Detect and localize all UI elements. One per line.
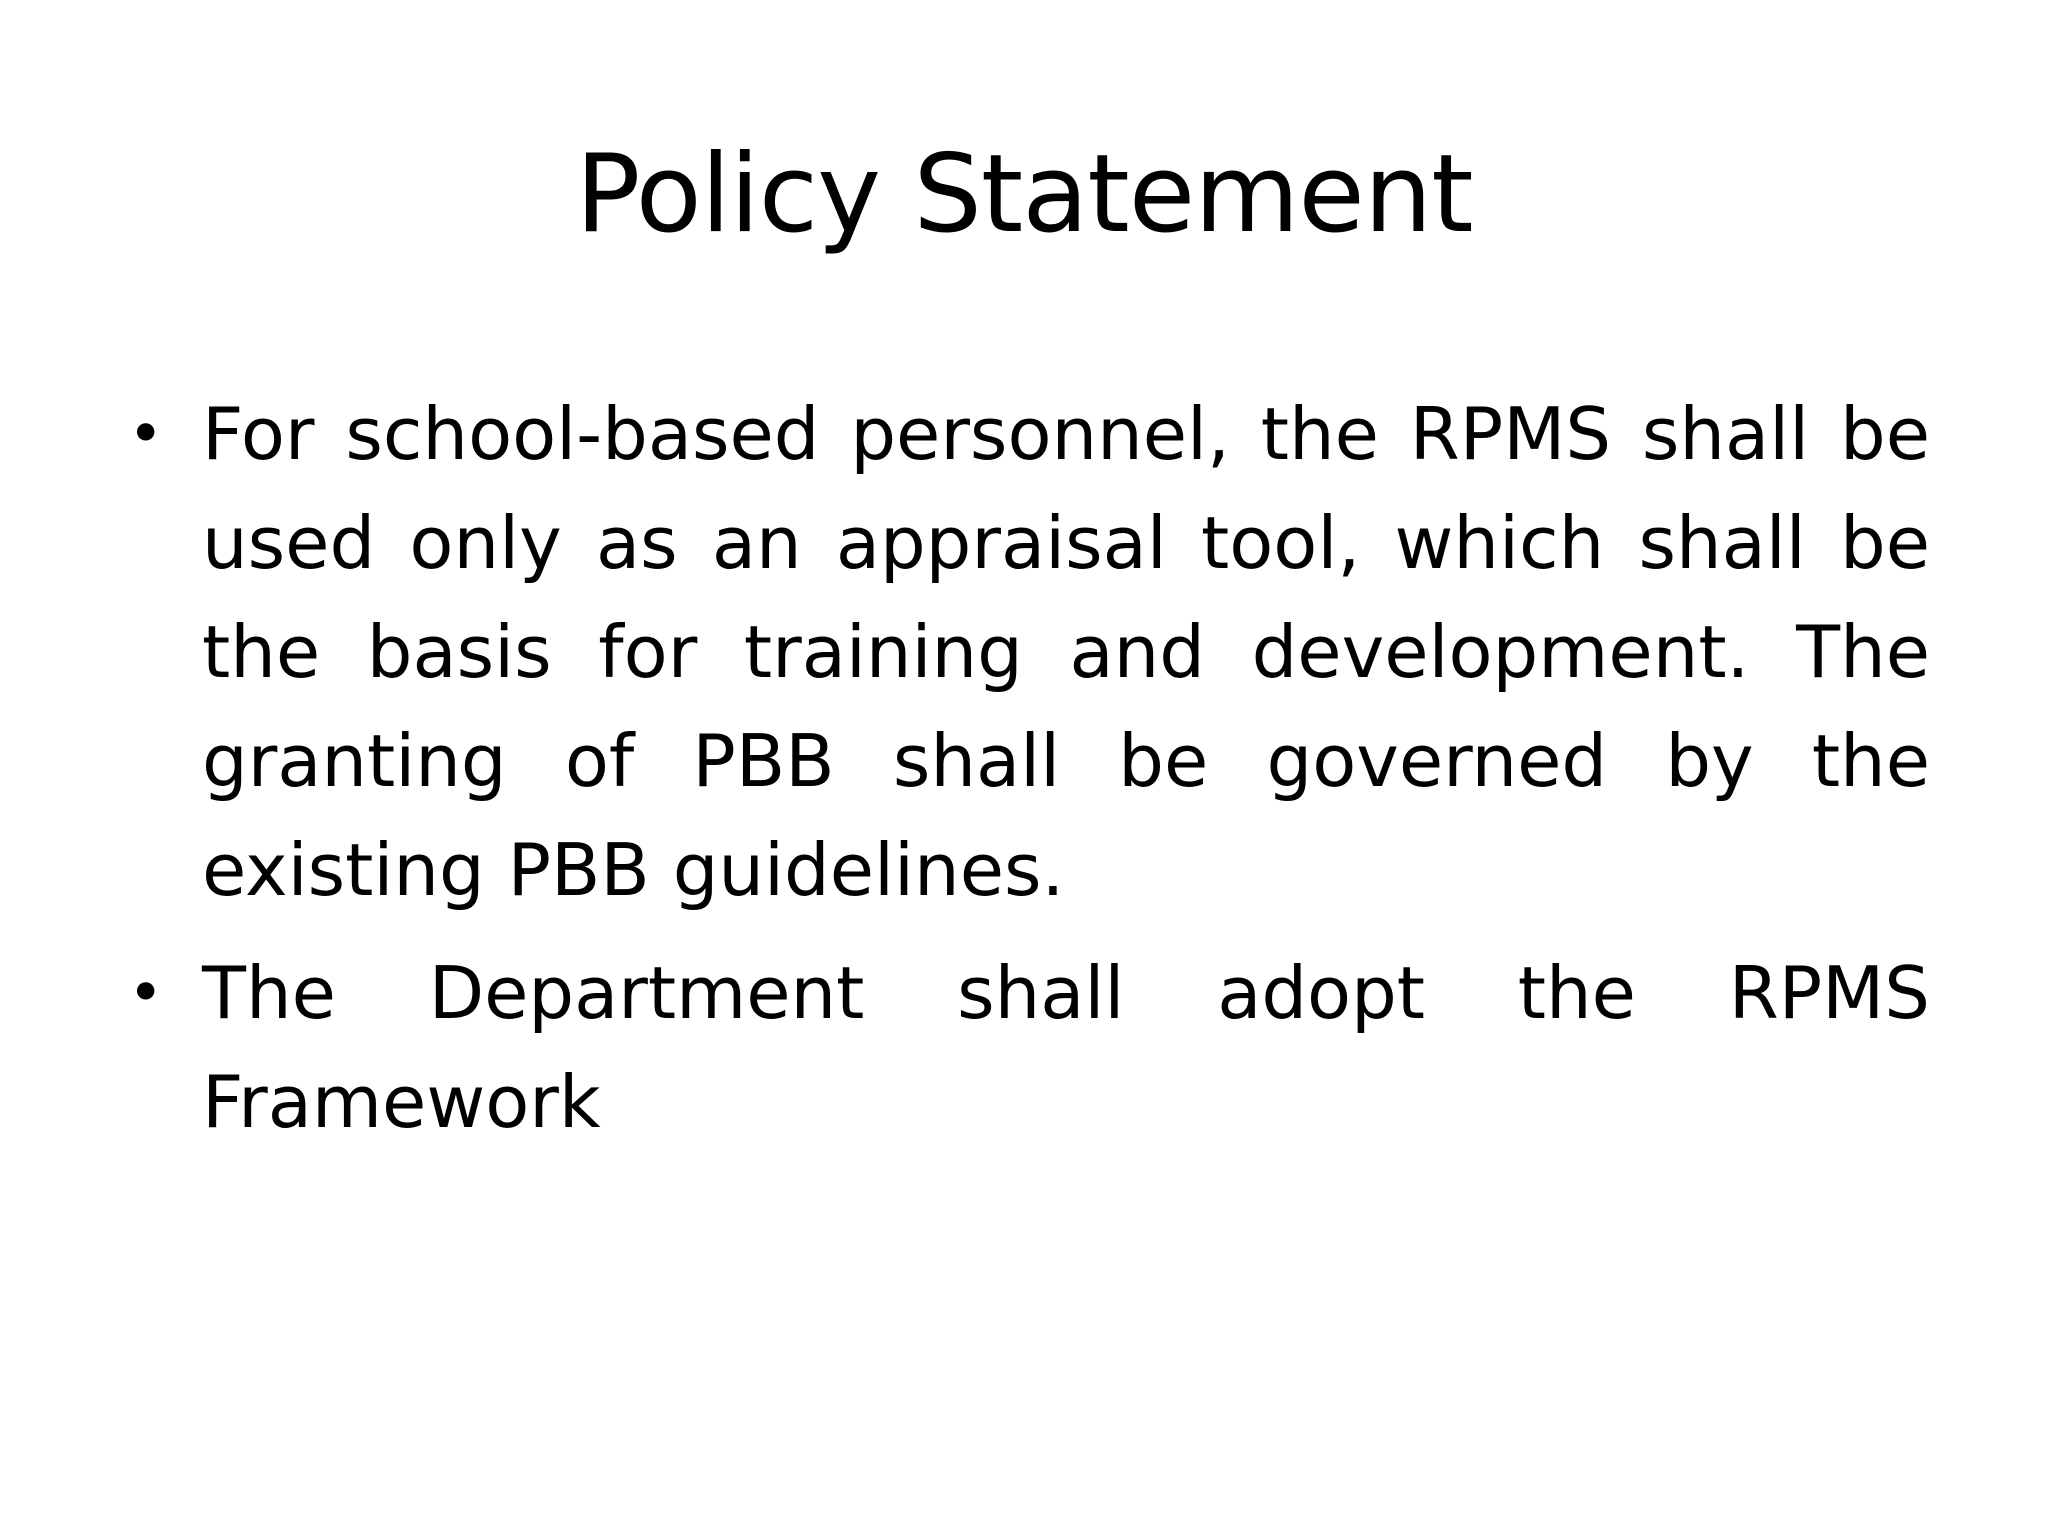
bullet-text: The Department shall adopt the RPMS Framework (202, 951, 1930, 1144)
bullet-icon: • (128, 399, 164, 469)
bullet-icon: • (128, 958, 164, 1028)
bullet-item (120, 939, 1930, 1157)
bullet-text: For school-based personnel, the RPMS shall be used only as an appraisal tool, which shall be the basis for training and development. The granting of PBB shall be governed by the existing PBB guidelines. (202, 392, 1930, 912)
bullet-item (120, 380, 1930, 925)
slide-title: Policy Statement (575, 132, 1473, 257)
bullet-list (120, 380, 1930, 1171)
